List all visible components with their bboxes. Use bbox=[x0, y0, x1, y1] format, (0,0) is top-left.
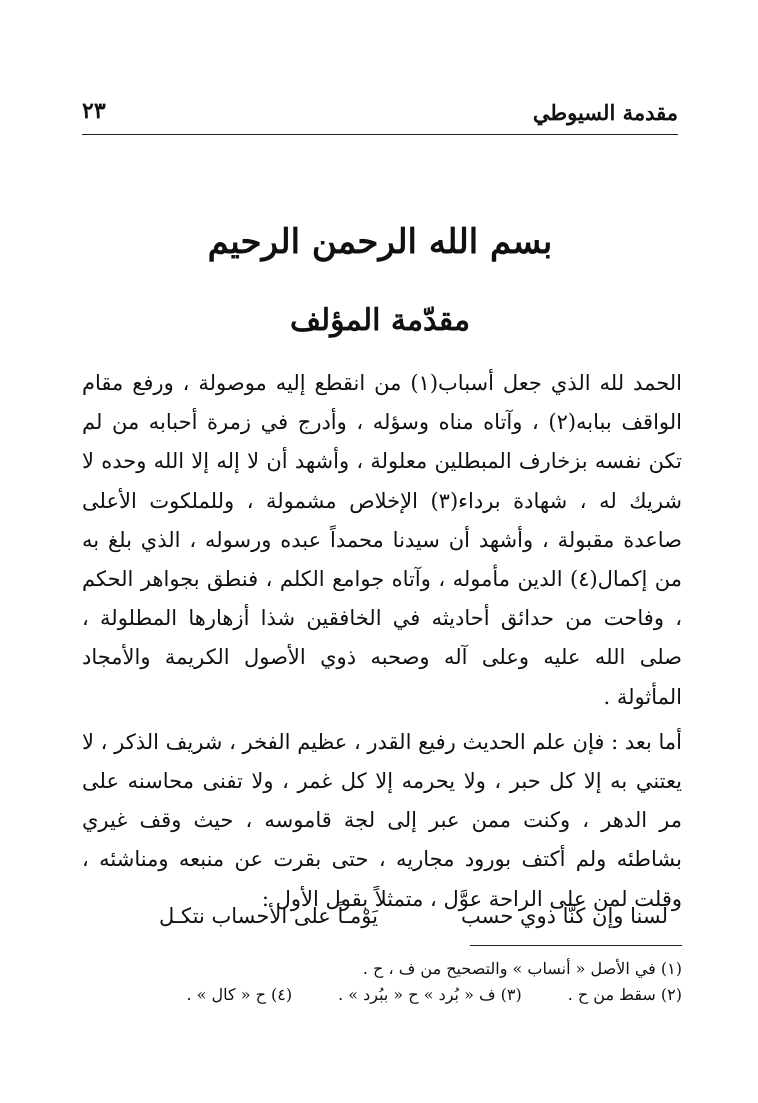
footnote-row-1 bbox=[82, 956, 682, 982]
verse-first-hemistich: لسنا وإن كنَّا ذوي حسب bbox=[461, 904, 668, 928]
paragraph-2: أما بعد : فإن علم الحديث رفيع القدر ، عظيم الفخر ، شريف الذكر ، لا يعتني به إلا كل حبر ، ولا يحرمه إلا كل غمر ، ولا تفنى محاسنه على مر الدهر ، وكنت ممن عبر إلى لجة قاموسه ، حيث وقف غيري بشاطئه ولم أكتف بورود مجاريه ، حتى بقرت عن منبعه ومناشئه ، وقلت لمن على الراحة عوَّل ، متمثلاً بقول الأول : bbox=[82, 729, 682, 911]
footnote-2: (٢) سقط من ح . bbox=[567, 985, 682, 1004]
basmala: بسم الله الرحمن الرحيم bbox=[207, 222, 553, 262]
poetry-verse bbox=[118, 904, 668, 938]
footnote-separator bbox=[470, 945, 682, 946]
footnote-1: (١) في الأصل « أنساب » والتصحيح من ف ، ح . bbox=[362, 959, 682, 978]
footnote-3: (٣) ف « بُرد » ح « ببُرد » . bbox=[338, 985, 522, 1004]
footnote-4: (٤) ح « كال » . bbox=[186, 985, 293, 1004]
footnote-row-2 bbox=[82, 982, 682, 1008]
footnotes bbox=[82, 956, 682, 1008]
section-title: مقدّمة المؤلف bbox=[289, 303, 471, 338]
body-text bbox=[82, 364, 682, 919]
running-header bbox=[82, 96, 678, 135]
page-number: ٢٣ bbox=[82, 98, 106, 124]
header-title: مقدمة السيوطي bbox=[532, 100, 678, 125]
verse-second-hemistich: يَوْمـاً على الأحساب نتكـل bbox=[158, 904, 378, 928]
paragraph-1: الحمد لله الذي جعل أسباب(١) من انقطع إليه موصولة ، ورفع مقام الواقف ببابه(٢) ، وآتاه مناه وسؤله ، وأدرج في زمرة أحبابه من لم تكن نفسه بزخارف المبطلين معلولة ، وأشهد أن لا إله إلا الله وحده لا شريك له ، شهادة برداء(٣) الإخلاص مشمولة ، وللملكوت الأعلى صاعدة مقبولة ، وأشهد أن سيدنا محمداً عبده ورسوله ، الذي بلغ به من إكمال(٤) الدين مأموله ، وآتاه جوامع الكلم ، فنطق بجواهر الحكم ، وفاحت من حدائق أحاديثه في الخافقين شذا أزهارها المطلولة ، صلى الله عليه وعلى آله وصحبه ذوي الأصول الكريمة والأمجاد المأثولة . bbox=[82, 371, 683, 709]
